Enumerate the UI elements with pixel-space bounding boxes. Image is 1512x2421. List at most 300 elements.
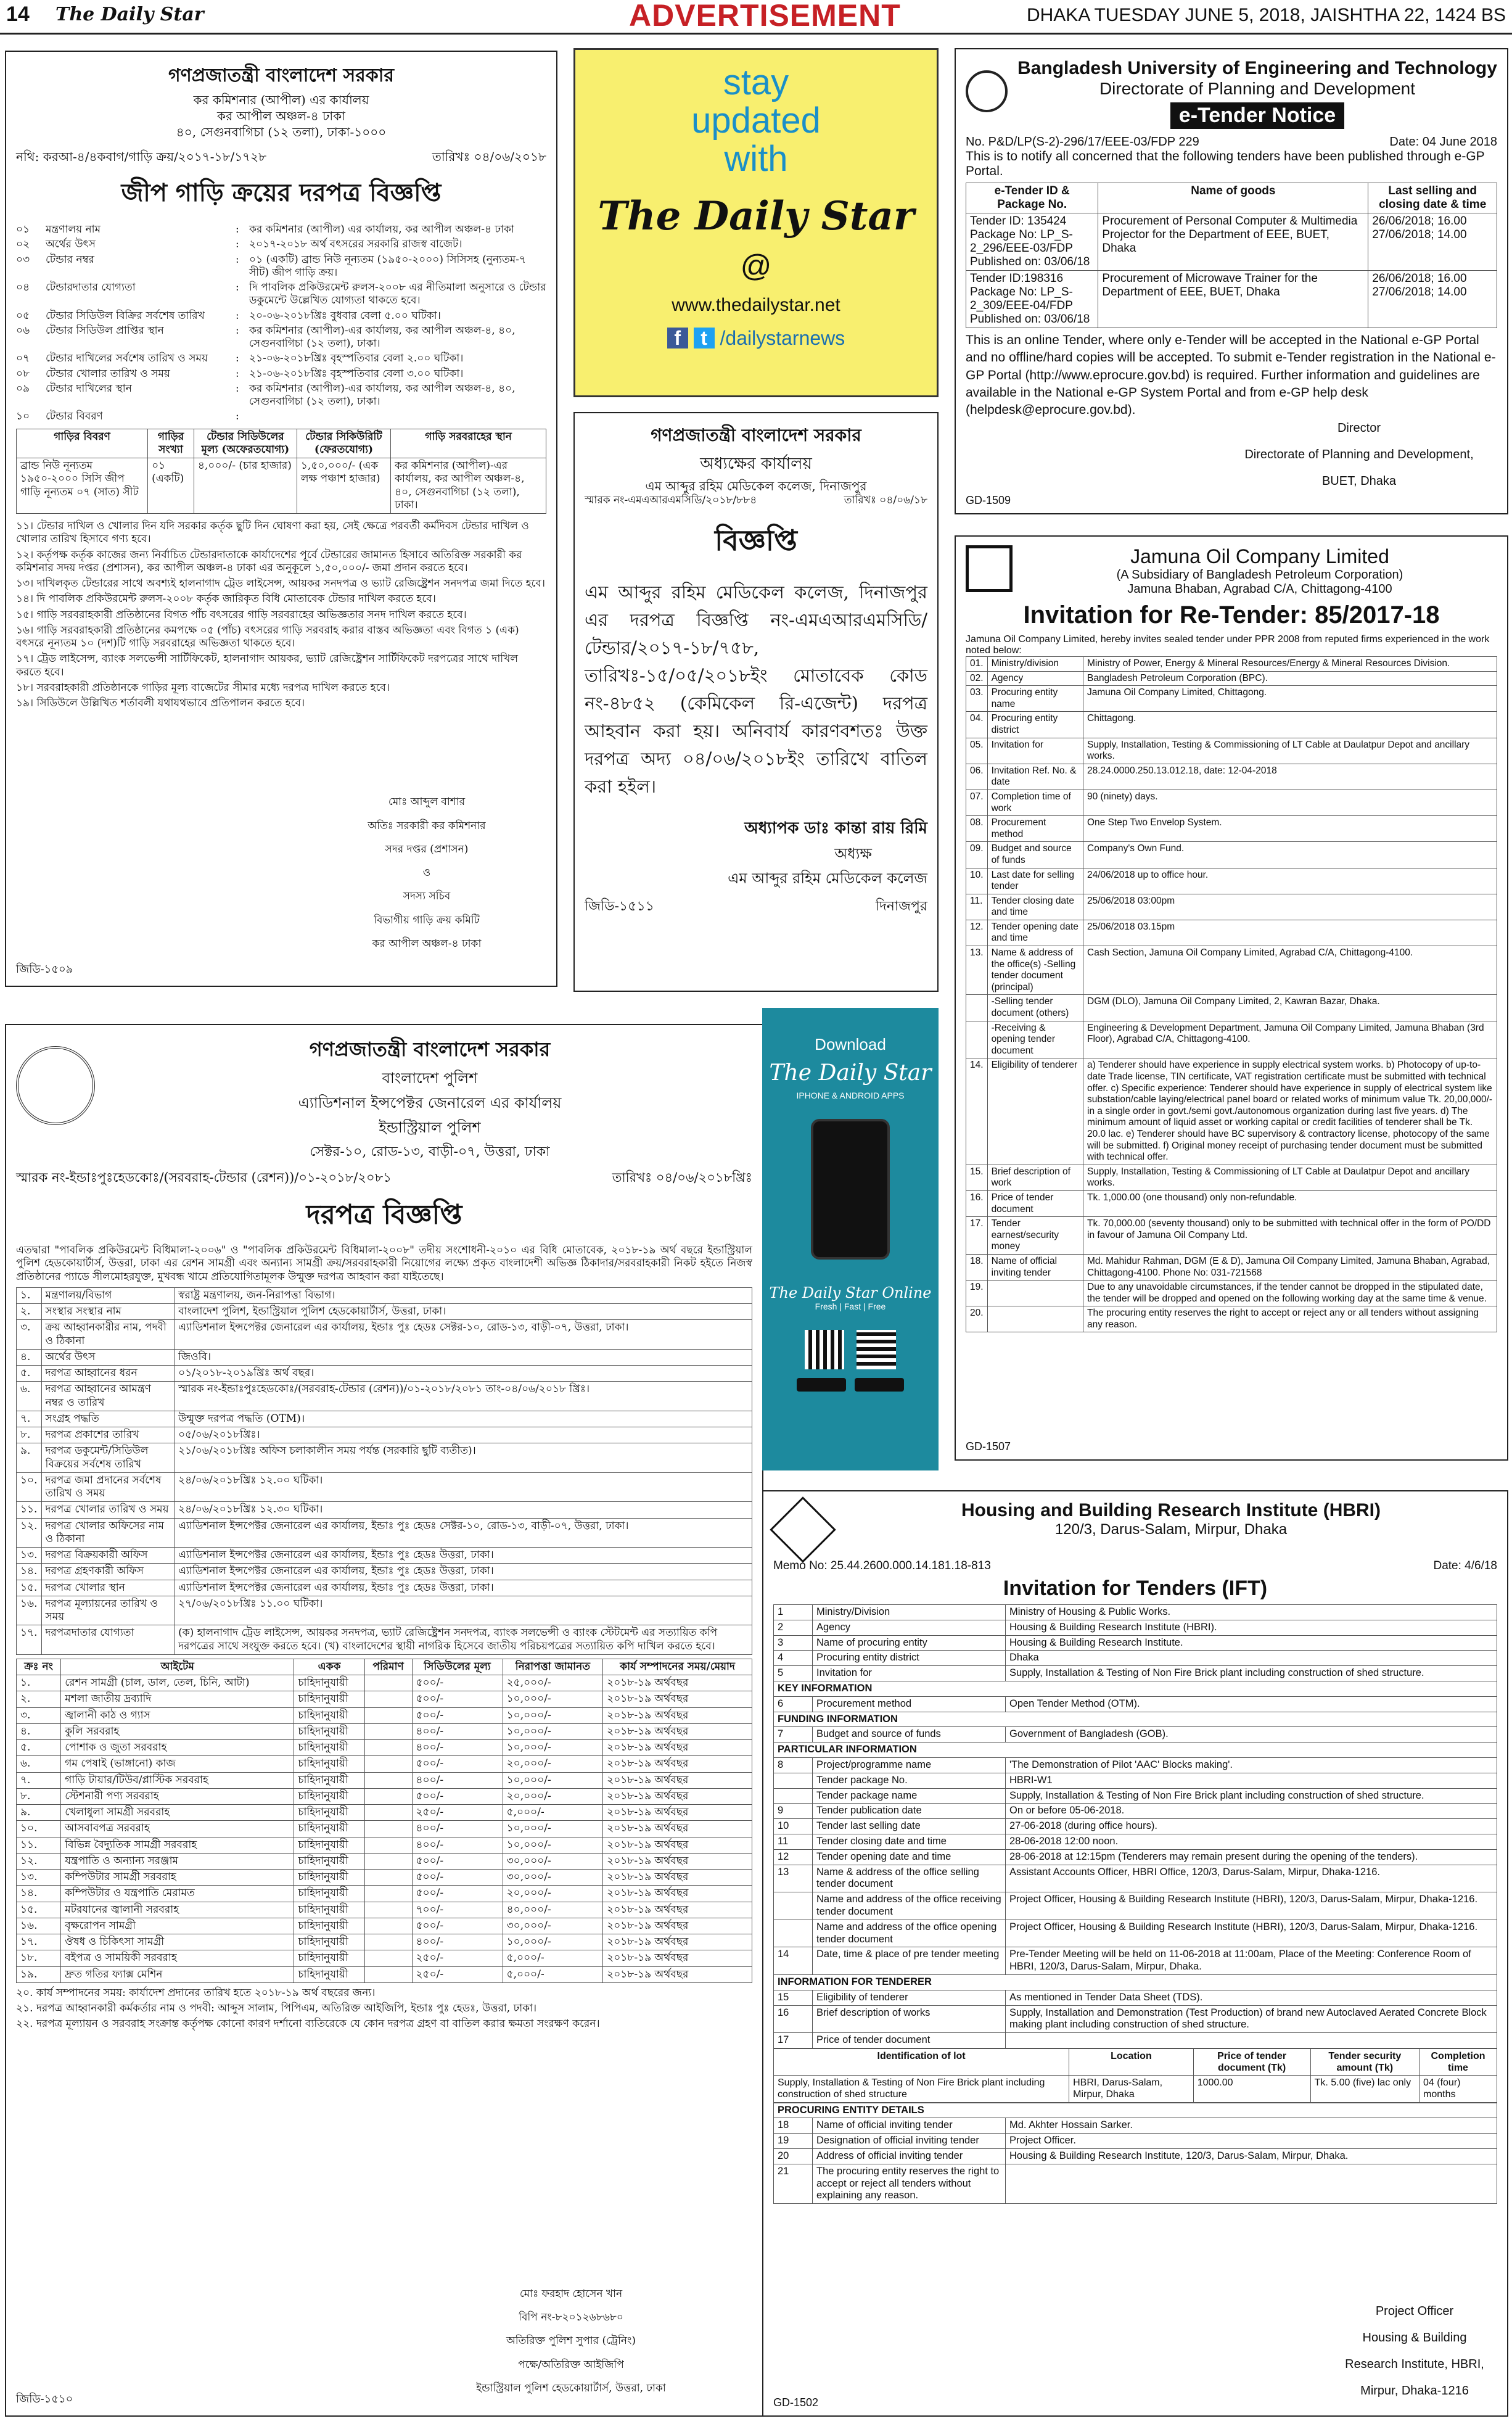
table-cell: ১৩.	[17, 1548, 42, 1564]
table-cell: Name of official inviting tender	[813, 2118, 1006, 2134]
table-row	[966, 1254, 1497, 1280]
org-title: Jamuna Oil Company Limited	[1130, 545, 1389, 567]
table-cell: সংগ্রহ পদ্ধতি	[41, 1411, 175, 1427]
table-header: টেন্ডার সিডিউলের মূল্য (অফেরতযোগ্য)	[194, 429, 297, 458]
gd-number: GD-1507	[966, 1440, 1011, 1453]
table-row	[966, 894, 1497, 920]
table-row	[966, 920, 1497, 946]
table-row	[774, 2033, 1497, 2048]
lot-table	[773, 2048, 1497, 2103]
table-row	[17, 1950, 752, 1966]
table-cell: ১০,০০০/-	[503, 1934, 603, 1950]
table-row	[774, 2134, 1497, 2149]
table-row	[17, 1837, 752, 1853]
org-title: বাংলাদেশ পুলিশ	[382, 1070, 478, 1087]
table-cell	[966, 1021, 988, 1058]
twitter-icon[interactable]: t	[694, 328, 715, 349]
dateline: DHAKA TUESDAY JUNE 5, 2018, JAISHTHA 22, 1424 BS	[1026, 5, 1506, 25]
item-label: টেন্ডার সিডিউল প্রাপ্তির স্থান	[46, 324, 164, 337]
table-cell: ১১.	[17, 1502, 42, 1518]
table-row	[966, 995, 1497, 1021]
table-cell: ৫,০০০/-	[503, 1966, 603, 1982]
table-row	[966, 1217, 1497, 1255]
table-cell: ১৮.	[17, 1950, 61, 1966]
table-cell: 12.	[966, 920, 988, 946]
table-cell: Tender publication date	[813, 1804, 1006, 1819]
table-cell: Chittagong.	[1083, 712, 1497, 738]
item-number: ০৮	[16, 367, 30, 380]
table-row	[774, 1834, 1497, 1849]
section-heading: PROCURING ENTITY DETAILS	[774, 2103, 1497, 2118]
intro-text: Jamuna Oil Company Limited, hereby invites sealed tender under PPR 2008 from reputed firms experienced in the work noted below:	[966, 634, 1490, 656]
table-cell: Assistant Accounts Officer, HBRI Office, 120/3, Darus-Salam, Mirpur, Dhaka-1216.	[1006, 1865, 1497, 1892]
table-cell: চাহিদানুযায়ী	[294, 1788, 364, 1804]
table-cell	[1006, 2164, 1497, 2203]
signature-block	[1334, 2292, 1495, 2411]
table-cell: চাহিদানুযায়ী	[294, 1853, 364, 1869]
table-cell: কম্পিউটার ও যন্ত্রপাতি মেরামত	[61, 1886, 294, 1902]
notice-title: Invitation for Tenders (IFT)	[1003, 1577, 1268, 1600]
table-row	[774, 1947, 1497, 1975]
table-cell: ১.	[17, 1287, 42, 1303]
table-cell: বৃক্ষরোপন সামগ্রী	[61, 1918, 294, 1934]
paper-name: The Daily Star	[55, 4, 204, 25]
signature-line: মোঃ ফরহাদ হোসেন খান	[519, 2287, 623, 2300]
table-cell: বইপত্র ও সাময়িকী সরবরাহ	[61, 1950, 294, 1966]
table-cell: চাহিদানুযায়ী	[294, 1756, 364, 1772]
table-cell: ৫০০/-	[412, 1918, 503, 1934]
table-row	[17, 1596, 752, 1625]
table-header: গাড়ির বিবরণ	[17, 429, 148, 458]
table-cell: 25/06/2018 03.15pm	[1083, 920, 1497, 946]
signer-title: অধ্যক্ষ	[834, 844, 872, 862]
table-cell: Date, time & place of pre tender meeting	[813, 1947, 1006, 1975]
table-cell: ১০,০০০/-	[503, 1821, 603, 1837]
table-cell: 18	[774, 2118, 813, 2134]
qr-code-icon[interactable]	[805, 1330, 844, 1369]
table-row	[774, 1804, 1497, 1819]
table-cell: জ্বালানী কাঠ ও গ্যাস	[61, 1707, 294, 1723]
table-cell	[364, 1740, 412, 1756]
table-cell: 1	[774, 1605, 813, 1620]
signature-line: ও	[422, 867, 431, 879]
table-row	[17, 1934, 752, 1950]
table-cell: ২৫০/-	[412, 1950, 503, 1966]
table-row	[17, 1805, 752, 1821]
table-cell: 11.	[966, 894, 988, 920]
table-cell: ২৫০/-	[412, 1805, 503, 1821]
signature-line: Director	[1337, 421, 1381, 435]
table-row	[774, 1974, 1497, 1990]
item-value: দি পাবলিক প্রকিউরমেন্ট রুলস-২০০৮ এর নীতিমালা অনুসারে ও টেন্ডার ডকুমেন্টে উল্লেখিত যোগ্যতা থাকতে হবে।	[249, 281, 546, 307]
table-cell: 06.	[966, 764, 988, 790]
table-cell: 7	[774, 1727, 813, 1743]
signature-line: ইন্ডাস্ট্রিয়াল পুলিশ হেডকোয়ার্টার্স, উত্তরা, ঢাকা	[476, 2382, 666, 2394]
table-cell: Ministry/Division	[813, 1605, 1006, 1620]
table-header: Tender security amount (Tk)	[1310, 2048, 1419, 2075]
item-value: ২০-০৬-২০১৮খ্রিঃ বুধবার বেলা ৫.০০ ঘটিকা।	[249, 309, 441, 322]
table-row	[774, 2103, 1497, 2118]
table-cell: ২০,০০০/-	[503, 1756, 603, 1772]
table-cell: Procurement of Microwave Trainer for the Department of EEE, BUET, Dhaka	[1098, 271, 1368, 328]
table-cell: 04 (four) months	[1420, 2076, 1497, 2102]
table-row	[966, 1058, 1497, 1165]
table-row	[966, 790, 1497, 815]
table-cell: ১৭.	[17, 1934, 61, 1950]
table-cell: Tender opening date and time	[813, 1849, 1006, 1865]
ref-date: তারিখঃ ০৪/০৬/১৮	[844, 494, 927, 506]
table-cell	[364, 1886, 412, 1902]
table-cell	[364, 1723, 412, 1739]
table-cell: ১০,০০০/-	[503, 1723, 603, 1739]
list-item	[16, 410, 546, 423]
table-row	[966, 1165, 1497, 1190]
colon: :	[236, 281, 239, 294]
table-cell: চাহিদানুযায়ী	[294, 1934, 364, 1950]
table-row	[966, 1306, 1497, 1332]
table-cell: ২৫০/-	[412, 1966, 503, 1982]
table-cell	[364, 1966, 412, 1982]
table-cell: Name & address of the office selling tender document	[813, 1865, 1006, 1892]
table-cell: 01.	[966, 657, 988, 672]
website-link[interactable]: www.thedailystar.net	[672, 295, 840, 315]
table-cell: Tender closing date and time	[813, 1834, 1006, 1849]
table-row	[966, 1021, 1497, 1058]
table-cell: ৫০০/-	[412, 1707, 503, 1723]
table-cell: Price of tender document	[987, 1190, 1083, 1216]
table-cell: ২০১৮-১৯ অর্থবছর	[603, 1691, 752, 1707]
signature-line: Project Officer	[1375, 2304, 1454, 2318]
list-item	[16, 352, 546, 365]
table-header: টেন্ডার সিকিউরিটি (ফেরতযোগ্য)	[297, 429, 390, 458]
table-cell: ১৫.	[17, 1580, 42, 1596]
table-cell: ৭.	[17, 1772, 61, 1788]
items-table	[16, 1659, 752, 1983]
table-cell: Tender earnest/security money	[987, 1217, 1083, 1255]
table-cell: স্টেশনারী পণ্য সরবরাহ	[61, 1788, 294, 1804]
table-cell: Engineering & Development Department, Jamuna Oil Company Limited, Jamuna Bhaban (3rd Floor), Agrabad C/A, Chittagong-4100.	[1083, 1021, 1497, 1058]
table-cell: ৫০০/-	[412, 1675, 503, 1691]
table-row	[17, 1740, 752, 1756]
table-cell: ২০১৮-১৯ অর্থবছর	[603, 1821, 752, 1837]
table-header: Price of tender document (Tk)	[1193, 2048, 1310, 2075]
table-cell: চাহিদানুযায়ী	[294, 1902, 364, 1918]
table-cell: 2	[774, 1620, 813, 1635]
table-header: সিডিউলের মূল্য	[412, 1659, 503, 1675]
table-cell: ২.	[17, 1304, 42, 1320]
table-row	[774, 1849, 1497, 1865]
table-row	[17, 1349, 752, 1365]
table-cell: চাহিদানুযায়ী	[294, 1691, 364, 1707]
table-cell: HBRI, Darus-Salam, Mirpur, Dhaka	[1069, 2076, 1194, 2102]
table-cell: Name of procuring entity	[813, 1635, 1006, 1651]
signature-line: পক্ষে/অতিরিক্ত আইজিপি	[518, 2358, 624, 2371]
promo-line: with	[724, 139, 788, 179]
table-row	[17, 1675, 752, 1691]
table-cell: চাহিদানুযায়ী	[294, 1707, 364, 1723]
table-cell: ১০,০০০/-	[503, 1772, 603, 1788]
table-row	[774, 1651, 1497, 1666]
table-row	[17, 1902, 752, 1918]
table-cell: ১০,০০০/-	[503, 1740, 603, 1756]
table-cell	[966, 995, 988, 1021]
table-cell: ২০১৮-১৯ অর্থবছর	[603, 1902, 752, 1918]
play-store-icon[interactable]	[855, 1378, 904, 1392]
table-row	[17, 1304, 752, 1320]
table-header: গাড়ির সংখ্যা	[148, 429, 194, 458]
page-header	[0, 0, 1512, 35]
ad-police-tender	[5, 1024, 763, 2417]
table-cell: চাহিদানুযায়ী	[294, 1821, 364, 1837]
table-row	[17, 1756, 752, 1772]
table-header: Name of goods	[1098, 183, 1368, 213]
qr-code-icon[interactable]	[857, 1330, 896, 1369]
table-cell: ৭.	[17, 1411, 42, 1427]
table-cell: ২.	[17, 1691, 61, 1707]
item-label: টেন্ডার খোলার তারিখ ও সময়	[46, 367, 170, 380]
ref-number: নথি: করআ-৪/৪কবাগ/গাড়ি ক্রয়/২০১৭-১৮/১৭২৮	[16, 149, 267, 164]
table-cell: 25/06/2018 03:00pm	[1083, 894, 1497, 920]
item-label: অর্থের উৎস	[46, 238, 96, 251]
org-sub: (A Subsidiary of Bangladesh Petroleum Corporation)	[1116, 568, 1403, 582]
table-cell: The procuring entity reserves the right to accept or reject any or all tenders without assigning any reason.	[1083, 1306, 1497, 1332]
table-cell: 14	[774, 1947, 813, 1975]
item-value: ০১ (একটি) ব্রান্ড নিউ নূন্যতম (১৯৫০-২০০০) সিসিসহ (নুন্যতম-৭ সীট) জীপ গাড়ি ক্রয়।	[249, 253, 526, 279]
table-cell: 4	[774, 1651, 813, 1666]
at-sign: @	[740, 249, 772, 283]
table-cell: এ্যাডিশনাল ইন্সপেক্টর জেনারেল এর কার্যালয়, ইন্ডাঃ পুঃ হেডঃ সেক্টর-১০, রোড-১৩, বাড়ী-০৭, উত্তরা, ঢাকা।	[175, 1320, 752, 1350]
office-line: কর আপীল অঞ্চল-৪ ঢাকা	[217, 109, 345, 123]
table-cell: Tender ID: 135424 Package No: LP_S-2_296/EEE-03/FDP Published on: 03/06/18	[966, 213, 1098, 271]
table-cell: 12	[774, 1849, 813, 1865]
table-row	[17, 1723, 752, 1739]
table-row	[17, 1427, 752, 1443]
table-cell: Due to any unavoidable circumstances, if the tender cannot be dropped in the stipulated date, the tender will be dropped and opened on the following working day at the same time & venue.	[1083, 1281, 1497, 1306]
table-cell	[774, 1920, 813, 1947]
gd-number: জিডি-১৫১০	[16, 2393, 73, 2405]
table-cell: 20.	[966, 1306, 988, 1332]
ref-date: তারিখঃ ০৪/০৬/২০১৮খ্রিঃ	[612, 1170, 752, 1185]
table-cell: ৬.	[17, 1382, 42, 1411]
office-address: ৪০, সেগুনবাগিচা (১২ তলা), ঢাকা-১০০০	[176, 125, 387, 139]
table-cell: কর কমিশনার (আপীল)-এর কার্যালয়, কর আপীল অঞ্চল-৪, ৪০, সেগুনবাগিচা (১২ তলা), ঢাকা।	[391, 458, 546, 514]
signature-block	[322, 785, 532, 961]
table-cell: ৩০,০০০/-	[503, 1853, 603, 1869]
notice-badge: e-Tender Notice	[1170, 102, 1344, 129]
org-title: Housing and Building Research Institute (HBRI)	[961, 1500, 1381, 1520]
table-row	[17, 1707, 752, 1723]
table-cell: ২০১৮-১৯ অর্থবছর	[603, 1772, 752, 1788]
online-label: The Daily Star Online	[769, 1284, 932, 1301]
table-cell: পোশাক ও জুতা সরবরাহ	[61, 1740, 294, 1756]
table-row	[774, 2005, 1497, 2033]
table-row	[774, 1757, 1497, 1773]
table-cell: ২০১৮-১৯ অর্থবছর	[603, 1740, 752, 1756]
list-item	[16, 238, 546, 251]
item-number: ০২	[16, 238, 30, 251]
section-heading: PARTICULAR INFORMATION	[774, 1743, 1497, 1758]
table-cell: Address of official inviting tender	[813, 2149, 1006, 2164]
item-value: কর কমিশনার (আপীল)-এর কার্যালয়, কর আপীল অঞ্চল-৪, ৪০, সেগুনবাগিচা (১২ তলা), ঢাকা।	[249, 324, 516, 350]
notes	[16, 520, 546, 710]
facebook-icon[interactable]: f	[667, 328, 688, 349]
list-item	[16, 281, 546, 308]
table-row	[774, 1666, 1497, 1681]
daily-star-promo	[573, 48, 939, 397]
table-cell: ২০১৮-১৯ অর্থবছর	[603, 1853, 752, 1869]
table-row	[17, 1443, 752, 1473]
daily-star-app-ad	[762, 1008, 939, 1470]
table-row	[17, 1870, 752, 1886]
item-label: টেন্ডার বিবরণ	[46, 410, 103, 423]
unit-title: ইন্ডাস্ট্রিয়াল পুলিশ	[379, 1119, 481, 1136]
item-number: ০১	[16, 223, 30, 236]
table-cell: Cash Section, Jamuna Oil Company Limited, Agrabad C/A, Chittagong-4100.	[1083, 946, 1497, 995]
table-cell: Invitation for	[813, 1666, 1006, 1681]
social-handle[interactable]: /dailystarnews	[720, 327, 845, 349]
table-cell	[774, 1892, 813, 1920]
table-cell	[364, 1756, 412, 1772]
table-cell: Procurement method	[987, 816, 1083, 842]
tender-table	[966, 183, 1497, 328]
table-cell: Open Tender Method (OTM).	[1006, 1696, 1497, 1712]
table-cell: Brief description of works	[813, 2005, 1006, 2033]
table-header: ক্রঃ নং	[17, 1659, 61, 1675]
memo-number: Memo No: 25.44.2600.000.14.181.18-813	[773, 1559, 991, 1572]
note-line: ১৫। গাড়ি সরবরাহকারী প্রতিষ্ঠানের বিগত পাঁচ বৎসরের গাড়ি সরবরাহের অভিজ্ঞতার সনদ দাখিল করতে হবে।	[16, 608, 467, 621]
signature-line: বিপি নং-৮২০১২৬৮৬৮০	[519, 2311, 623, 2324]
table-cell: Md. Akhter Hossain Sarker.	[1006, 2118, 1497, 2134]
office-line: কর কমিশনার (আপীল) এর কার্যালয়	[193, 93, 369, 107]
table-row	[774, 1892, 1497, 1920]
office-title: অধ্যক্ষের কার্যালয়	[700, 455, 812, 473]
office-address: সেক্টর-১০, রোড-১৩, বাড়ী-০৭, উত্তরা, ঢাকা	[310, 1144, 550, 1160]
footer-text: This is an online Tender, where only e-Tender will be accepted in the National e-GP Portal and no offline/hard copies will be accepted. To submit e-Tender registration in the National e-GP Portal (http://www.eprocure.gov.bd) is required. Further information and guidelines are available in the National e-GP System Portal and from e-GP help desk (helpdesk@eprocure.gov.bd).	[966, 333, 1496, 418]
table-cell: HBRI-W1	[1006, 1773, 1497, 1788]
table-cell	[364, 1805, 412, 1821]
table-cell	[364, 1853, 412, 1869]
table-cell: Procuring entity district	[987, 712, 1083, 738]
gov-title: গণপ্রজাতন্ত্রী বাংলাদেশ সরকার	[651, 425, 861, 445]
table-cell: মশলা জাতীয় দ্রব্যাদি	[61, 1691, 294, 1707]
table-cell: 90 (ninety) days.	[1083, 790, 1497, 815]
table-cell	[364, 1902, 412, 1918]
table-cell: Project/programme name	[813, 1757, 1006, 1773]
table-row	[966, 686, 1497, 712]
list-item	[16, 254, 546, 280]
table-cell: যন্ত্রপাতি ও অন্যান্য সরঞ্জাম	[61, 1853, 294, 1869]
buet-logo-icon	[966, 70, 1008, 112]
table-cell: Housing & Building Research Institute, 120/3, Darus-Salam, Mirpur, Dhaka.	[1006, 2149, 1497, 2164]
table-cell: Bangladesh Petroleum Corporation (BPC).	[1083, 671, 1497, 686]
intro-text: এতদ্বারা "পাবলিক প্রকিউরমেন্ট বিধিমালা-২০০৬" ও "পাবলিক প্রকিউরমেন্ট বিধিমালা-২০০৮" তদীয় সংশোধনী-২০১০ এর বিধি মোতাবেক, ২০১৮-১৯ অর্থ বছরে ইন্ডাস্ট্রিয়াল পুলিশ হেডকোয়ার্টার্স, উত্তরা, ঢাকা এর রেশন সামগ্রী এবং অন্যান্য সামগ্রী ক্রয়/সরবরাহকারী নিয়োগের লক্ষ্যে প্রকৃত বাংলাদেশী অভিজ্ঞ ঠিকাদার/সরবরাহকারী নিকট হইতে নিজস্ব প্রতিষ্ঠানের প্যাডে সীলমোহরযুক্ত, মুখবন্ধ খামে প্রতিযোগিতামূলক উন্মুক্ত দরপত্র আহবান করা যাইতেছে।	[16, 1244, 752, 1283]
table-cell: 11	[774, 1834, 813, 1849]
gov-title: গণপ্রজাতন্ত্রী বাংলাদেশ সরকার	[309, 1037, 551, 1061]
table-cell: Tender package name	[813, 1788, 1006, 1804]
app-store-icon[interactable]	[797, 1378, 846, 1392]
list-item	[16, 324, 546, 351]
section-heading: FUNDING INFORMATION	[774, 1712, 1497, 1727]
table-cell: দরপত্রদাতার যোগ্যতা	[41, 1625, 175, 1655]
ref-number: স্মারক নং-ইন্ডাঃপুঃহেডকোঃ/(সরবরাহ-টেন্ডার (রেশন))/০১-২০১৮/২০৮১	[16, 1170, 392, 1185]
signature-line: কর আপীল অঞ্চল-৪ ঢাকা	[372, 937, 482, 950]
table-cell: Ministry of Power, Energy & Mineral Resources/Energy & Mineral Resources Division.	[1083, 657, 1497, 672]
item-label: টেন্ডার দাখিলের সর্বশেষ তারিখ ও সময়	[46, 352, 208, 365]
table-cell: 8	[774, 1757, 813, 1773]
table-cell: দরপত্র জমা প্রদানের সর্বশেষ তারিখ ও সময়	[41, 1472, 175, 1502]
colon: :	[236, 382, 239, 395]
table-cell: Price of tender document	[813, 2033, 1006, 2048]
memo-date: Date: 4/6/18	[1433, 1559, 1497, 1572]
table-cell: 09.	[966, 842, 988, 868]
item-value: ২০১৭-২০১৮ অর্থ বৎসরের সরকারি রাজস্ব বাজেট।	[249, 238, 462, 251]
table-cell: Procurement of Personal Computer & Multimedia Projector for the Department of EEE, BUET, Dhaka	[1098, 213, 1368, 271]
table-row	[774, 1605, 1497, 1620]
table-cell: ১০,০০০/-	[503, 1691, 603, 1707]
section-heading: KEY INFORMATION	[774, 1681, 1497, 1696]
table-cell: Tk. 70,000.00 (seventy thousand) only to be submitted with technical offer in the form of PO/DD in favour of Jamuna Oil Company Ltd.	[1083, 1217, 1497, 1255]
table-header: একক	[294, 1659, 364, 1675]
table-cell: ৫০০/-	[412, 1870, 503, 1886]
ad-jamuna-oil	[955, 535, 1508, 1461]
table-cell	[364, 1707, 412, 1723]
table-cell: 10	[774, 1819, 813, 1834]
note-line: ১৭। ট্রেড লাইসেন্স, ব্যাংক সলভেন্সী সার্টিফিকেট, হালনাগাদ আয়কর, ভ্যাট রেজিষ্ট্রেশন সার্টিফিকেট দরপত্রের সাথে দাখিল করতে হবে।	[16, 653, 518, 678]
table-cell: Name and address of the office opening tender document	[813, 1920, 1006, 1947]
table-cell: ১২.	[17, 1853, 61, 1869]
footnote-line: ২০. কার্য সম্পাদনের সময়: কার্যাদেশ প্রদানের তারিখ হতে ২০১৮-১৯ অর্থ বছরের জন্য।	[16, 1986, 376, 1999]
table-cell: 28-06-2018 at 12:15pm (Tenderers may remain present during the opening of the tenders).	[1006, 1849, 1497, 1865]
table-cell: ২০১৮-১৯ অর্থবছর	[603, 1788, 752, 1804]
table-cell: দরপত্র গ্রহণকারী অফিস	[41, 1564, 175, 1580]
table-cell: স্মারক নং-ইন্ডাঃপুঃহেডকোঃ/(সরবরাহ-টেন্ডার (রেশন))/০১-২০১৮/২০৮১ তাং-০৪/০৬/২০১৮ খ্রিঃ।	[175, 1382, 752, 1411]
table-row	[966, 764, 1497, 790]
table-cell: ১৬.	[17, 1596, 42, 1625]
table-row	[17, 1966, 752, 1982]
table-cell	[364, 1788, 412, 1804]
colon: :	[236, 253, 239, 266]
table-cell: Project Officer, Housing & Building Research Institute (HBRI), 120/3, Darus-Salam, Mirpur, Dhaka-1216.	[1006, 1892, 1497, 1920]
table-cell: ২০,০০০/-	[503, 1788, 603, 1804]
table-cell: Procuring entity name	[987, 686, 1083, 712]
table-cell: Project Officer.	[1006, 2134, 1497, 2149]
note-line: ১৪। দি পাবলিক প্রকিউরমেন্ট রুলস-২০০৮ কর্তৃক জারিকৃত বিধি মোতাবেক টেন্ডার দাখিল করতে হবে।	[16, 593, 436, 606]
table-cell: এ্যাডিশনাল ইন্সপেক্টর জেনারেল এর কার্যালয়, ইন্ডাঃ পুঃ হেডঃ সেক্টর-১০, রোড-১৩, বাড়ী-০৭, উত্তরা, ঢাকা।	[175, 1518, 752, 1548]
table-cell: চাহিদানুযায়ী	[294, 1966, 364, 1982]
table-cell: দরপত্র খোলার অফিসের নাম ও ঠিকানা	[41, 1518, 175, 1548]
table-cell: এ্যাডিশনাল ইন্সপেক্টর জেনারেল এর কার্যালয়, ইন্ডাঃ পুঃ হেডঃ উত্তরা, ঢাকা।	[175, 1580, 752, 1596]
table-cell: -Selling tender document (others)	[987, 995, 1083, 1021]
hbri-logo-icon	[770, 1496, 836, 1562]
table-cell: The procuring entity reserves the right to accept or reject all tenders without explaining any reason.	[813, 2164, 1006, 2203]
table-cell: 20	[774, 2149, 813, 2164]
table-cell	[774, 1773, 813, 1788]
table-cell: ৭০০/-	[412, 1902, 503, 1918]
table-cell: 15.	[966, 1165, 988, 1190]
table-cell: Tender closing date and time	[987, 894, 1083, 920]
table-row	[17, 1287, 752, 1303]
table-cell: ৪,০০০/- (চার হাজার)	[194, 458, 297, 514]
table-cell: ২৪/০৬/২০১৮খ্রিঃ ১২.০০ ঘটিকা।	[175, 1472, 752, 1502]
item-list	[16, 223, 546, 424]
table-cell: ৪০০/-	[412, 1740, 503, 1756]
note-line: ১১। টেন্ডার দাখিল ও খোলার দিন যদি সরকার কর্তৃক ছুটি দিন ঘোষণা করা হয়, সেই ক্ষেত্রে পরবর্তী কর্মদিবস টেন্ডার দাখিল ও খোলার তারিখ হিসাবে গণ্য হবে।	[16, 520, 529, 546]
table-row	[774, 1620, 1497, 1635]
table-cell: 28-06-2018 12:00 noon.	[1006, 1834, 1497, 1849]
note-line: ১৯। সিডিউলে উল্লিখিত শর্তাবলী যথাযথভাবে প্রতিপালন করতে হবে।	[16, 697, 305, 709]
table-cell: 13.	[966, 946, 988, 995]
table-row	[966, 842, 1497, 868]
